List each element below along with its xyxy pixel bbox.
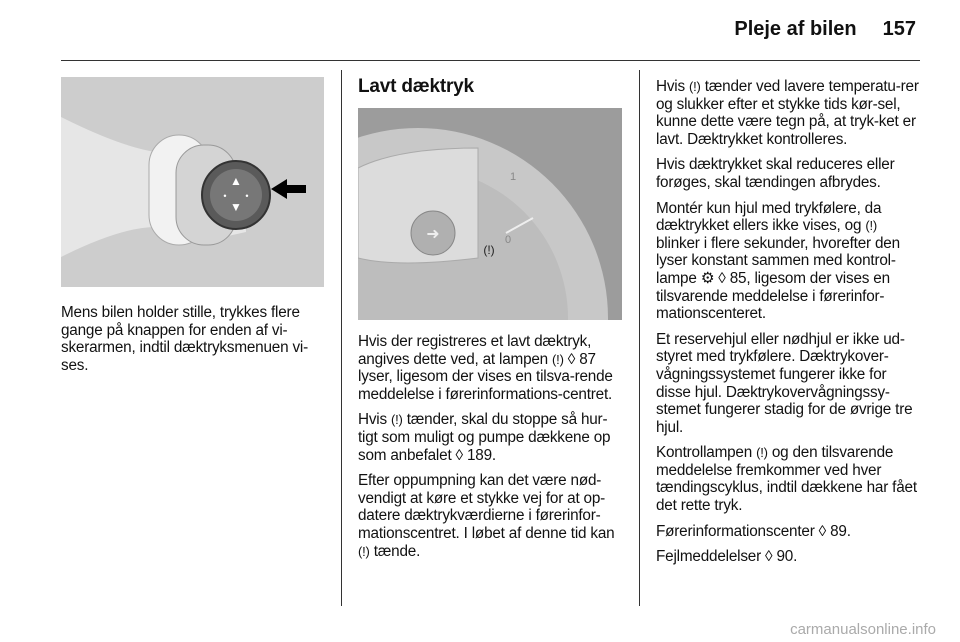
svg-text:•: • bbox=[223, 191, 227, 201]
svg-text:➜: ➜ bbox=[426, 226, 440, 243]
paragraph: Hvis (!) tænder, skal du stoppe så hur-tigt som muligt og pumpe dækkene op som anbefalet ◊ 189. bbox=[358, 411, 611, 464]
column-3 bbox=[656, 78, 922, 574]
wrench-icon: ⚙ bbox=[700, 269, 715, 287]
tpms-warning-icon: (!) bbox=[756, 445, 768, 461]
reference-arrow-icon: ◊ bbox=[718, 269, 726, 287]
page-reference-link[interactable]: 87 bbox=[579, 350, 596, 368]
svg-text:•: • bbox=[245, 191, 249, 201]
paragraph: Hvis der registreres et lavt dæktryk, angives dette ved, at lampen (!) ◊ 87 lyser, ligesom der vises en tilsva-rende meddelelse i førerinformations-centret. bbox=[358, 333, 613, 403]
paragraph: Efter oppumpning kan det være nød-vendigt at køre et stykke vej for at op-datere dæktrykværdierne i førerinfor-mationscentret. I løbet af denne tid kan (!) tænde. bbox=[358, 472, 615, 560]
reference-arrow-icon: ◊ bbox=[818, 522, 827, 540]
tpms-warning-icon: (!) bbox=[391, 412, 403, 428]
header-rule bbox=[61, 60, 920, 61]
column-divider-2 bbox=[639, 70, 640, 606]
tpms-warning-icon: (!) bbox=[689, 79, 701, 94]
column-2-body bbox=[358, 333, 624, 568]
svg-text:▼: ▼ bbox=[230, 200, 242, 214]
paragraph: Kontrollampen (!) og den tilsvarende meddelelse fremkommer ved hver tændingscyklus, indtil dækkene har fået det rette tryk. bbox=[656, 444, 917, 515]
paragraph: Et reservehjul eller nødhjul er ikke ud-styret med trykfølere. Dæktrykover-vågningssystemet fungerer ikke for disse hjul. Dæktrykovervågningssy-stemet fungerer stadig for de øvrige tre hjul. bbox=[656, 330, 913, 436]
svg-text:1: 1 bbox=[509, 171, 517, 183]
paragraph: Hvis dæktrykket skal reduceres eller forøges, skal tændingen afbrydes. bbox=[656, 156, 895, 191]
paragraph: Montér kun hjul med trykfølere, da dæktrykket ellers ikke vises, og (!) blinker i flere sekunder, hvorefter den lyser konstant sammen med kontrol-lampe ⚙ ◊ 85, ligesom der vises en tilsvarende meddelelse i førerinfor-mationscenteret. bbox=[656, 199, 900, 323]
paragraph: Førerinformationscenter ◊ 89. bbox=[656, 522, 851, 540]
page-header bbox=[734, 18, 916, 41]
page-reference-link[interactable]: 90 bbox=[776, 548, 794, 566]
paragraph: Hvis (!) tænder ved lavere temperatu-rer og slukker efter et stykke tids kør-sel, kunne dette være tegn på, at tryk-ket er lavt. Dæktrykket kontrolleres. bbox=[656, 78, 919, 148]
figure-caption: Mens bilen holder stille, trykkes flere gange på knappen for enden af vi-skerarmen, indtil dæktryksmenuen vi-ses. bbox=[61, 304, 308, 374]
page-reference-link[interactable]: 189 bbox=[466, 446, 492, 464]
stalk-button-figure bbox=[61, 77, 324, 287]
reference-arrow-icon: ◊ bbox=[455, 446, 463, 464]
tpms-warning-icon: (!) bbox=[865, 218, 877, 234]
instrument-cluster-figure bbox=[358, 108, 622, 320]
column-2 bbox=[358, 78, 624, 96]
column-1 bbox=[61, 304, 327, 382]
watermark: carmanualsonline.info bbox=[790, 621, 936, 638]
reference-arrow-icon: ◊ bbox=[765, 548, 773, 566]
reference-arrow-icon: ◊ bbox=[567, 350, 576, 368]
section-heading: Lavt dæktryk bbox=[358, 76, 474, 97]
svg-text:▲: ▲ bbox=[230, 174, 242, 188]
svg-text:0: 0 bbox=[504, 234, 512, 246]
tpms-warning-icon: (!) bbox=[358, 543, 370, 559]
paragraph: Fejlmeddelelser ◊ 90. bbox=[656, 548, 798, 566]
tpms-warning-icon: (!) bbox=[552, 351, 564, 367]
svg-text:(!): (!) bbox=[483, 243, 495, 257]
page-reference-link[interactable]: 85 bbox=[729, 269, 747, 287]
page-title: Pleje af bilen bbox=[734, 18, 857, 40]
page-reference-link[interactable]: 89 bbox=[830, 522, 847, 540]
column-divider-1 bbox=[341, 70, 342, 606]
page-number: 157 bbox=[882, 18, 916, 40]
